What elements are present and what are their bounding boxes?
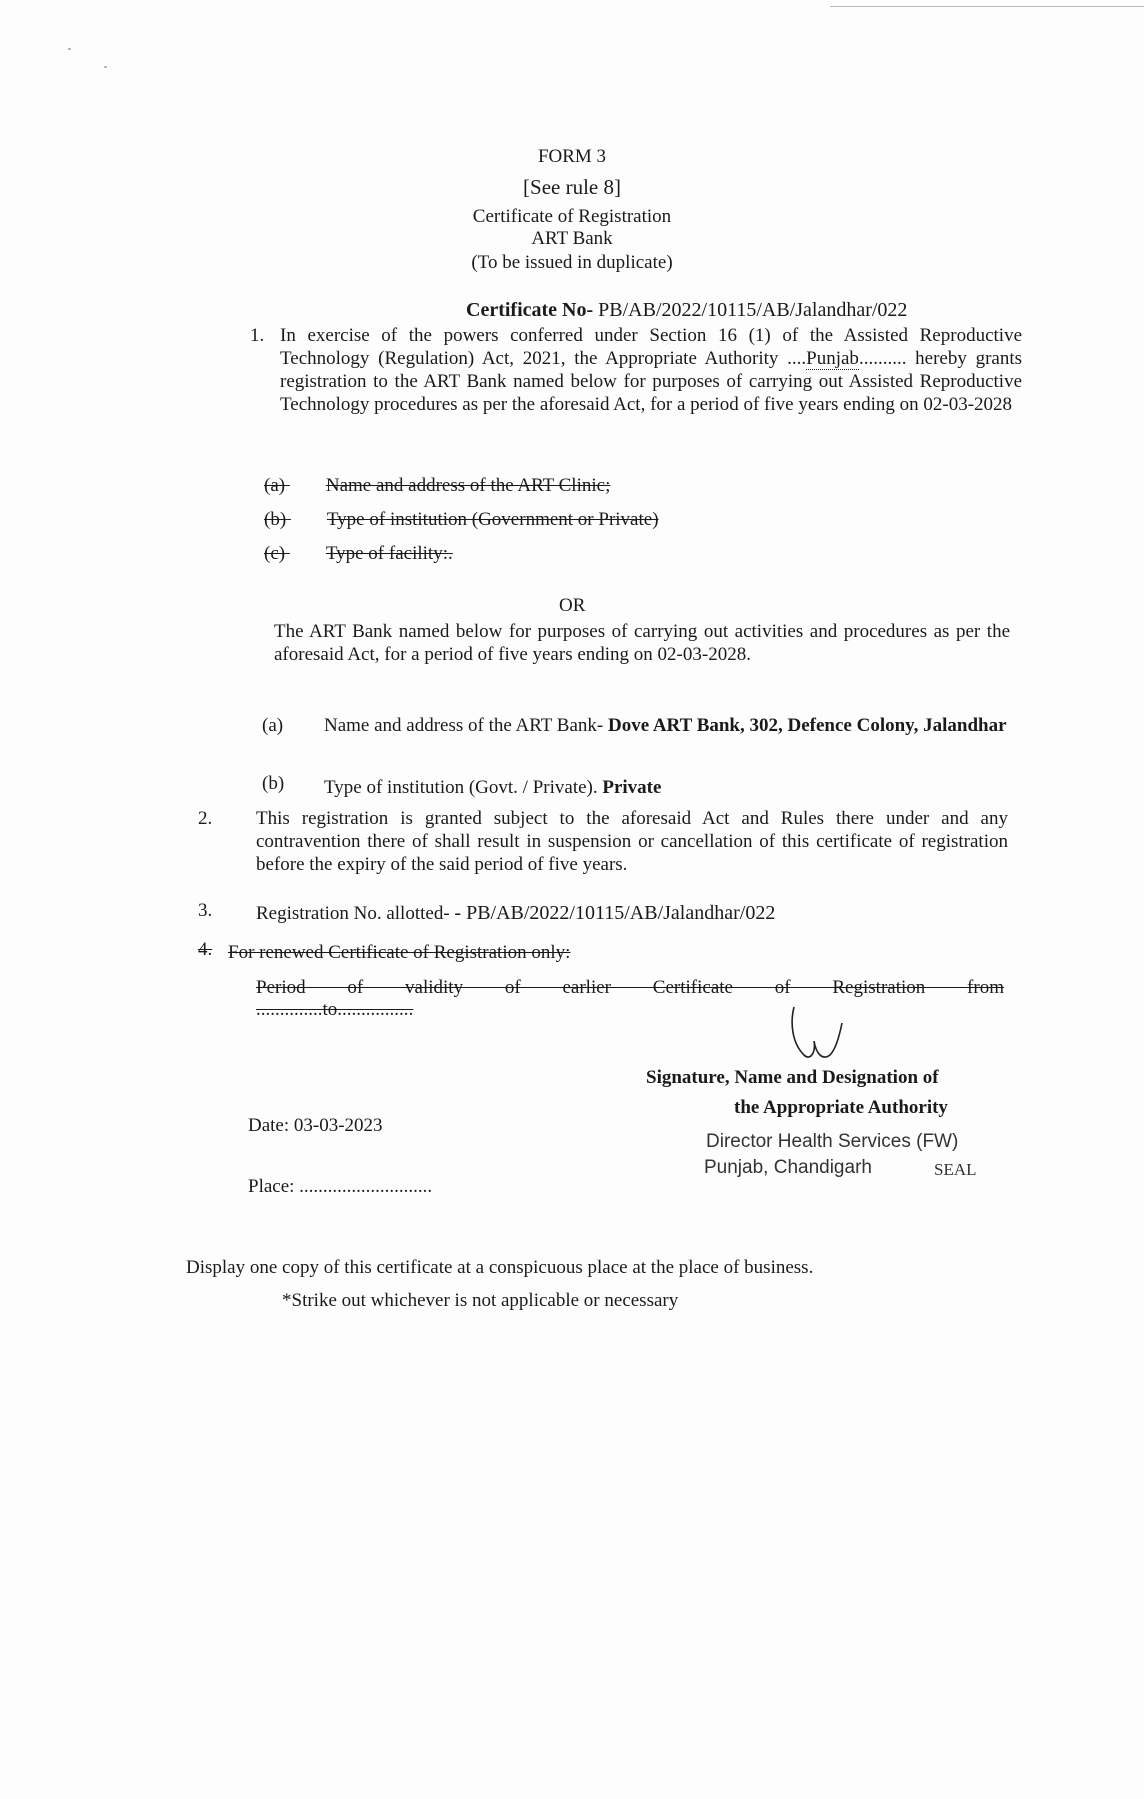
para2-text: This registration is granted subject to the aforesaid Act and Rules there under and any contravention there of shall result in suspension or cancellation of this certificate of registration before the expiry of the said period of five years. [256, 808, 1008, 875]
para4-number: 4. [198, 939, 213, 960]
rule-reference: [See rule 8] [523, 175, 621, 199]
para4-line2: Period of validity of earlier Certificate of Registration from [256, 977, 1004, 998]
detail-b-text: Type of institution (Govt. / Private). [324, 777, 598, 798]
struck-item-b [264, 508, 659, 531]
registration-no-label: Registration No. allotted- [256, 903, 450, 924]
para1-number: 1. [250, 325, 265, 346]
struck-item-text: Type of facility:. [325, 543, 453, 564]
institution-type: Private [602, 777, 662, 798]
struck-item-text: Name and address of the ART Clinic; [325, 475, 611, 496]
certificate-no-label: Certificate No- [466, 299, 594, 321]
issue-date: Date: 03-03-2023 [248, 1115, 383, 1136]
certificate-no-value: PB/AB/2022/10115/AB/Jalandhar/022 [598, 299, 908, 321]
authority-suffix: .......... [858, 348, 907, 369]
para3-text [256, 902, 775, 925]
scan-edge-line [830, 6, 1144, 7]
detail-a-label: (a) [262, 715, 284, 736]
stamp-location: Punjab, Chandigarh [704, 1157, 872, 1178]
signature-line2: the Appropriate Authority [734, 1097, 948, 1118]
detail-a-text: Name and address of the ART Bank- [324, 715, 604, 736]
para2-number: 2. [198, 808, 213, 829]
certificate-subtitle: ART Bank [531, 228, 613, 249]
para1-text-b: hereby grants registration to the ART Bank named below for purposes of carrying out Assisted Reproductive Technology procedures as per the aforesaid Act, for a period of five years ending on 02-03-2028 [280, 348, 1022, 415]
detail-b [324, 776, 661, 799]
struck-item-text: Type of institution (Government or Private) [326, 509, 659, 530]
para1-text [280, 324, 1022, 416]
issue-note: (To be issued in duplicate) [471, 252, 673, 273]
display-note: Display one copy of this certificate at a conspicuous place at the place of business. [186, 1257, 814, 1278]
detail-b-label: (b) [262, 773, 285, 794]
struck-item-label: (a) [264, 475, 286, 496]
para1-text-a: In exercise of the powers conferred under Section 16 (1) of the Assisted Reproductive Technology (Regulation) Act, 2021, the Appropriate Authority [280, 325, 1022, 369]
art-bank-name-address: Dove ART Bank, 302, Defence Colony, Jalandhar [607, 715, 1007, 736]
struck-item-a [264, 474, 610, 497]
or-separator: OR [559, 595, 586, 616]
para-or-text: The ART Bank named below for purposes of carrying out activities and procedures as per the aforesaid Act, for a period of five years ending on 02-03-2028. [274, 621, 1010, 665]
signature-scribble [786, 1003, 846, 1067]
seal-label: SEAL [934, 1160, 977, 1179]
registration-no-value: - PB/AB/2022/10115/AB/Jalandhar/022 [454, 902, 776, 924]
certificate-no [466, 299, 907, 322]
para3-number: 3. [198, 900, 213, 921]
struck-item-label: (c) [264, 543, 286, 564]
para4-title: For renewed Certificate of Registration only: [228, 942, 571, 963]
form-number: FORM 3 [537, 146, 607, 167]
scan-speck [104, 66, 107, 68]
issue-place: Place: ............................ [248, 1176, 433, 1197]
struck-item-c [264, 542, 453, 565]
struck-item-label: (b) [264, 509, 287, 530]
para4-line3: ..............to................ [256, 999, 414, 1020]
scan-speck [68, 48, 71, 50]
detail-a [324, 714, 1014, 737]
authority-prefix: .... [787, 348, 807, 369]
authority-name: Punjab [806, 348, 859, 369]
certificate-title: Certificate of Registration [472, 206, 672, 227]
signature-line1: Signature, Name and Designation of [646, 1067, 939, 1088]
strike-note: *Strike out whichever is not applicable or necessary [282, 1290, 679, 1311]
stamp-designation: Director Health Services (FW) [706, 1131, 959, 1152]
